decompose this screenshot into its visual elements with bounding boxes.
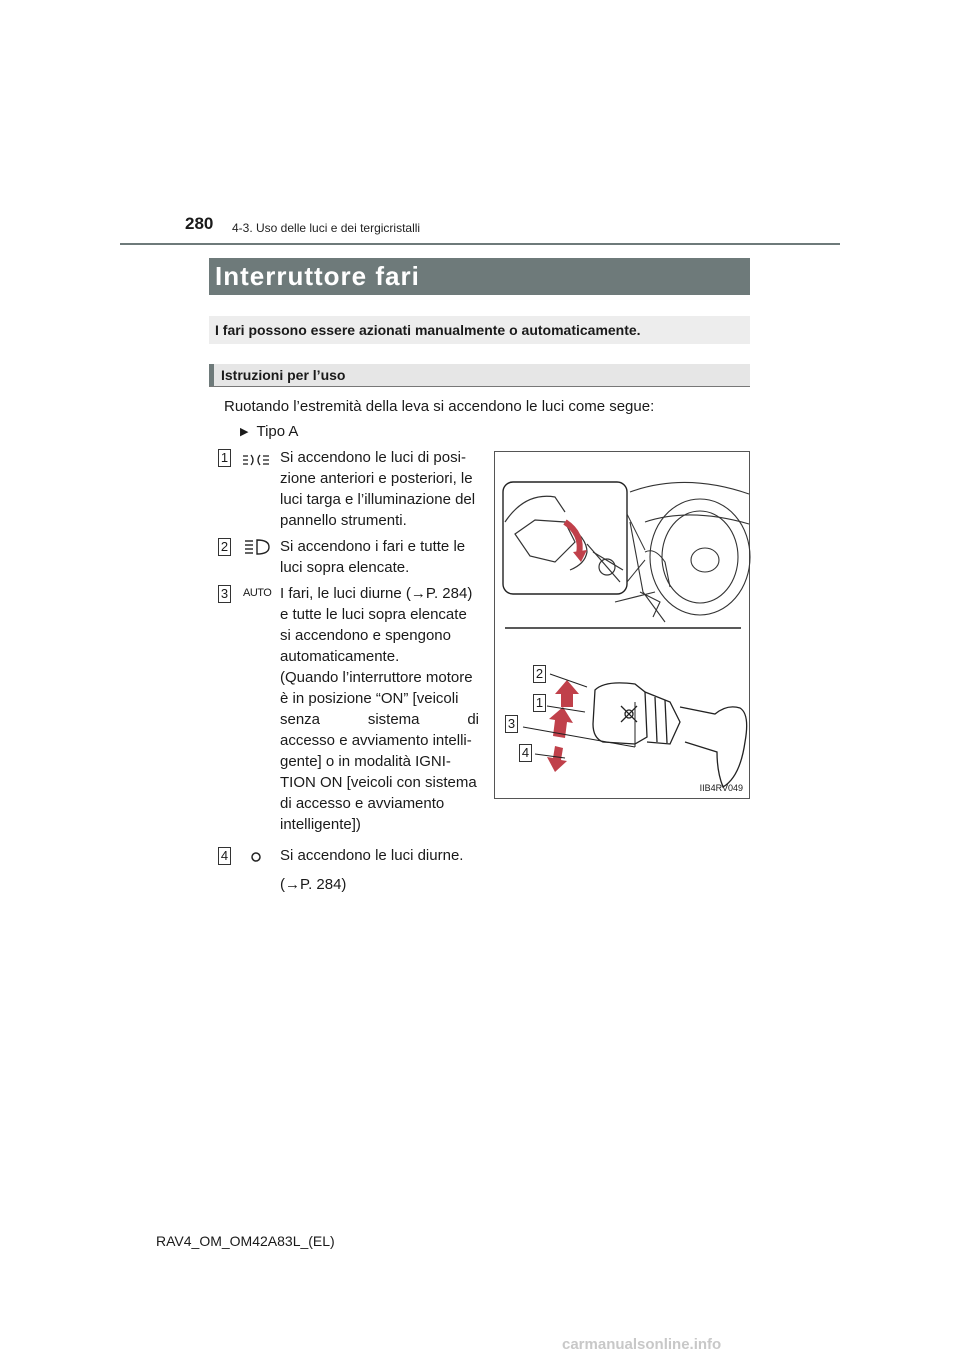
headlight-switch-illustration <box>494 451 750 799</box>
figure-callout-3: 3 <box>505 715 518 733</box>
item-3-line: è in posizione “ON” [veicoli <box>280 690 459 707</box>
item-3-line: intelligente]) <box>280 816 361 833</box>
auto-icon: AUTO <box>243 587 272 599</box>
item-3-line: (Quando l’interruttore motore <box>280 669 473 686</box>
item-1-line: Si accendono le luci di posi- <box>280 449 466 466</box>
item-3-line: TION ON [veicoli con sistema <box>280 774 477 791</box>
side-lights-icon <box>242 452 270 468</box>
item-3-line: e tutte le luci sopra elencate <box>280 606 467 623</box>
figure-callout-4: 4 <box>519 744 532 762</box>
item-3-line: senza sistema di <box>280 711 479 728</box>
item-3-line: I fari, le luci diurne (→P. 284) <box>280 585 473 602</box>
type-label <box>240 421 298 444</box>
triangle-bullet-icon: ▶ <box>240 426 249 438</box>
item-description-3 <box>280 583 479 835</box>
item-description-2 <box>280 536 479 578</box>
item-3-line: si accendono e spengono <box>280 627 451 644</box>
item-description-4 <box>280 845 479 895</box>
item-3-line: di accesso e avviamento <box>280 795 445 812</box>
page-number: 280 <box>185 214 214 233</box>
item-3-line: gente] o in modalità IGNI- <box>280 753 451 770</box>
figure-callout-2: 2 <box>533 665 546 683</box>
figure-code: IIB4RV049 <box>699 783 743 793</box>
item-number-1: 1 <box>218 449 231 467</box>
item-4-line: (→P. 284) <box>280 876 347 893</box>
watermark: carmanualsonline.info <box>562 1336 722 1353</box>
item-1-line: luci targa e l’illuminazione del <box>280 491 476 508</box>
subsection-title: Istruzioni per l’uso <box>209 364 750 387</box>
item-3-line: automaticamente. <box>280 648 400 665</box>
item-1-line: pannello strumenti. <box>280 512 407 529</box>
item-4-line: Si accendono le luci diurne. <box>280 847 464 864</box>
intro-text: I fari possono essere azionati manualmente o automaticamente. <box>209 316 750 344</box>
figure-callout-1: 1 <box>533 694 546 712</box>
item-description-1 <box>280 447 479 531</box>
item-1-line: zione anteriori e posteriori, le <box>280 470 473 487</box>
item-2-line: luci sopra elencate. <box>280 559 410 576</box>
item-number-4: 4 <box>218 847 231 865</box>
section-breadcrumb: 4-3. Uso delle luci e dei tergicristalli <box>232 221 421 235</box>
headlight-icon <box>244 538 270 556</box>
item-3-line: accesso e avviamento intelli- <box>280 732 472 749</box>
footer-model-code: RAV4_OM_OM42A83L_(EL) <box>156 1233 335 1249</box>
item-number-2: 2 <box>218 538 231 556</box>
lead-text: Ruotando l’estremità della leva si accendono le luci come segue: <box>224 398 655 415</box>
type-label-text: Tipo A <box>256 423 299 440</box>
page-title: Interruttore fari <box>209 258 750 295</box>
item-2-line: Si accendono i fari e tutte le <box>280 538 466 555</box>
item-number-3: 3 <box>218 585 231 603</box>
header-rule <box>120 243 840 245</box>
off-circle-icon <box>250 851 262 863</box>
